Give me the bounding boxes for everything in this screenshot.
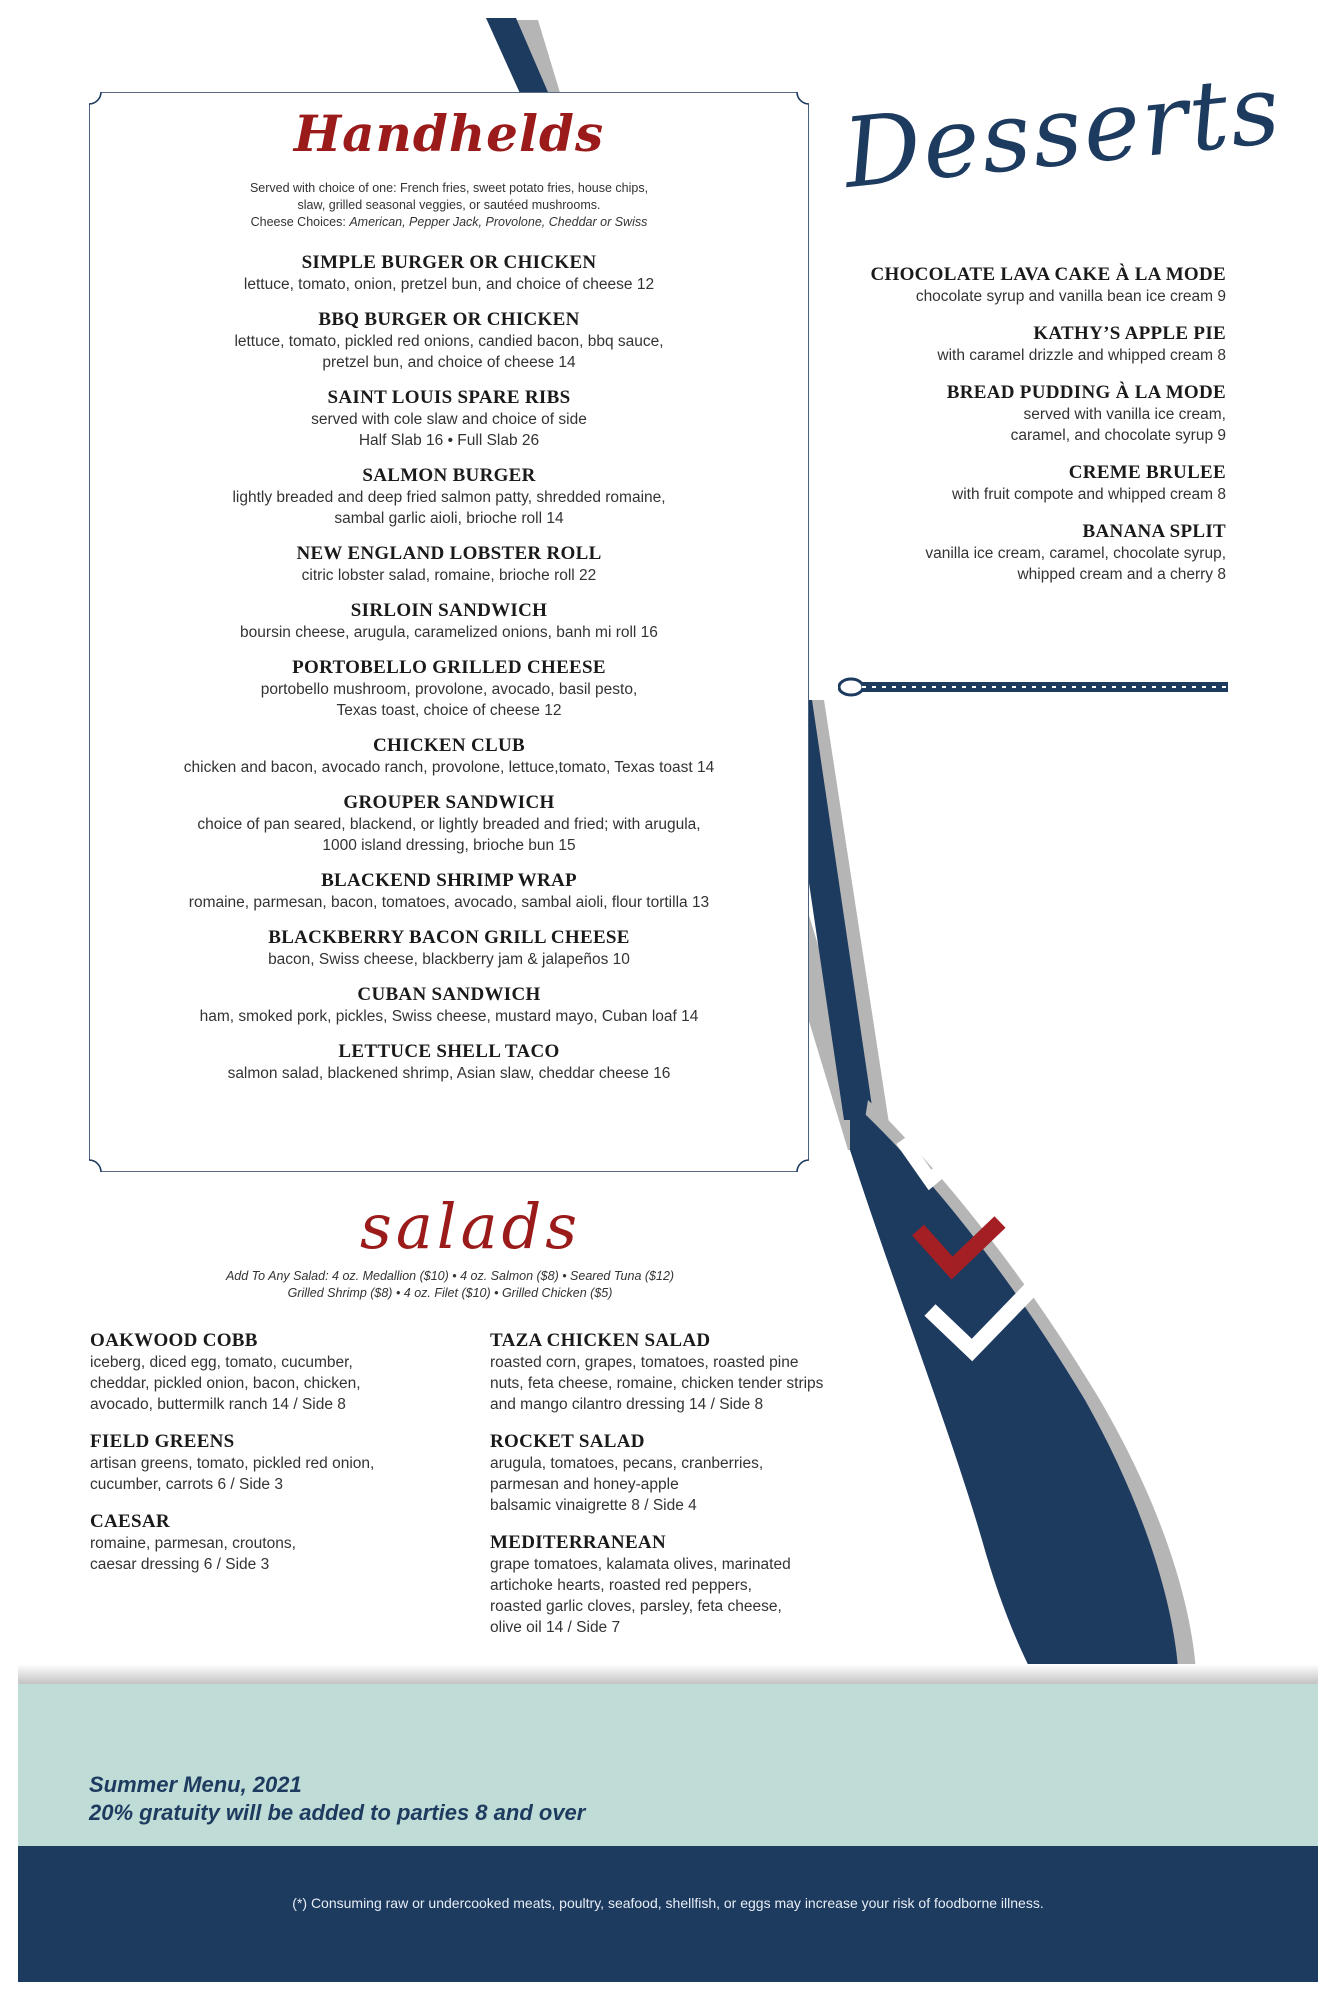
footer-disclaimer-band <box>18 1846 1318 1982</box>
handheld-item <box>89 792 809 856</box>
item-description: lightly breaded and deep fried salmon patty, shredded romaine, sambal garlic aioli, brioche roll 14 <box>232 489 666 527</box>
item-name: BLACKBERRY BACON GRILL CHEESE <box>268 927 630 948</box>
handhelds-list <box>89 252 809 1098</box>
item-name: BANANA SPLIT <box>1082 521 1226 542</box>
handheld-item <box>89 984 809 1027</box>
cheese-label: Cheese Choices: <box>250 215 346 229</box>
handhelds-title: Handhelds <box>293 104 605 163</box>
item-description: bacon, Swiss cheese, blackberry jam & jalapeños 10 <box>268 951 630 968</box>
handheld-item <box>89 657 809 721</box>
salads-right-column <box>490 1330 910 1654</box>
gratuity-note: 20% gratuity will be added to parties 8 and over <box>89 1800 586 1825</box>
salad-item <box>90 1431 490 1495</box>
addon-line-2: Grilled Shrimp ($8) • 4 oz. Filet ($10) • Grilled Chicken ($5) <box>287 1286 613 1300</box>
item-description: salmon salad, blackened shrimp, Asian slaw, cheddar cheese 16 <box>227 1065 671 1082</box>
item-name: NEW ENGLAND LOBSTER ROLL <box>296 543 602 564</box>
item-description: grape tomatoes, kalamata olives, marinated artichoke hearts, roasted red peppers, roasted garlic cloves, parsley, feta cheese, olive oil 14 / Side 7 <box>490 1556 791 1636</box>
item-name: LETTUCE SHELL TACO <box>338 1041 560 1062</box>
item-name: PORTOBELLO GRILLED CHEESE <box>292 657 606 678</box>
salad-item <box>90 1330 490 1415</box>
handheld-item <box>89 735 809 778</box>
cheese-choices <box>189 214 709 231</box>
item-name: FIELD GREENS <box>90 1431 235 1452</box>
handheld-item <box>89 465 809 529</box>
item-name: ROCKET SALAD <box>490 1431 645 1452</box>
salads-left-column <box>90 1330 490 1591</box>
item-name: OAKWOOD COBB <box>90 1330 258 1351</box>
item-description: with caramel drizzle and whipped cream 8 <box>937 347 1226 364</box>
handheld-item <box>89 309 809 373</box>
item-name: TAZA CHICKEN SALAD <box>490 1330 711 1351</box>
item-name: BLACKEND SHRIMP WRAP <box>321 870 577 891</box>
handheld-item <box>89 1041 809 1084</box>
item-name: BREAD PUDDING À LA MODE <box>946 382 1226 403</box>
item-description: artisan greens, tomato, pickled red onion, cucumber, carrots 6 / Side 3 <box>90 1455 375 1493</box>
item-description: with fruit compote and whipped cream 8 <box>952 486 1226 503</box>
handhelds-section <box>89 92 809 1172</box>
item-name: CHOCOLATE LAVA CAKE À LA MODE <box>870 264 1226 285</box>
item-name: GROUPER SANDWICH <box>343 792 555 813</box>
item-description: served with vanilla ice cream, caramel, and chocolate syrup 9 <box>1010 406 1226 444</box>
item-description: portobello mushroom, provolone, avocado, basil pesto, Texas toast, choice of cheese 12 <box>260 681 638 719</box>
item-description: served with cole slaw and choice of side Half Slab 16 • Full Slab 26 <box>311 411 587 449</box>
food-safety-disclaimer: (*) Consuming raw or undercooked meats, poultry, seafood, shellfish, or eggs may increase your risk of foodborne illness. <box>292 1895 1044 1911</box>
item-description: choice of pan seared, blackend, or lightly breaded and fried; with arugula, 1000 island dressing, brioche bun 15 <box>197 816 701 854</box>
item-description: arugula, tomatoes, pecans, cranberries, parmesan and honey-apple balsamic vinaigrette 8 / Side 4 <box>490 1455 764 1514</box>
item-name: CUBAN SANDWICH <box>357 984 541 1005</box>
salads-title: salads <box>360 1190 582 1263</box>
item-description: iceberg, diced egg, tomato, cucumber, cheddar, pickled onion, bacon, chicken, avocado, buttermilk ranch 14 / Side 8 <box>90 1354 361 1413</box>
handheld-item <box>89 543 809 586</box>
item-description: ham, smoked pork, pickles, Swiss cheese, mustard mayo, Cuban loaf 14 <box>199 1008 699 1025</box>
item-name: CAESAR <box>90 1511 170 1532</box>
sides-line-1: Served with choice of one: French fries, sweet potato fries, house chips, <box>249 181 649 195</box>
sides-line-2: slaw, grilled seasonal veggies, or sautéed mushrooms. <box>297 198 601 212</box>
dessert-item <box>840 462 1226 505</box>
salad-item <box>490 1431 910 1516</box>
salad-item <box>490 1330 910 1415</box>
handheld-item <box>89 252 809 295</box>
item-name: BBQ BURGER OR CHICKEN <box>318 309 580 330</box>
item-name: KATHY’S APPLE PIE <box>1033 323 1226 344</box>
item-description: vanilla ice cream, caramel, chocolate syrup, whipped cream and a cherry 8 <box>925 545 1226 583</box>
dessert-item <box>840 323 1226 366</box>
rope-divider <box>838 676 1228 698</box>
handheld-item <box>89 387 809 451</box>
dessert-item <box>840 264 1226 307</box>
item-description: boursin cheese, arugula, caramelized onions, banh mi roll 16 <box>240 624 658 641</box>
item-description: lettuce, tomato, onion, pretzel bun, and choice of cheese 12 <box>243 276 655 293</box>
desserts-title: Desserts <box>838 52 1287 211</box>
desserts-list <box>840 264 1226 601</box>
dessert-item <box>840 521 1226 585</box>
handheld-item <box>89 870 809 913</box>
item-description: lettuce, tomato, pickled red onions, candied bacon, bbq sauce, pretzel bun, and choice of cheese 14 <box>234 333 664 371</box>
handheld-item <box>89 927 809 970</box>
footer-shadow <box>18 1664 1318 1686</box>
item-description: chicken and bacon, avocado ranch, provolone, lettuce,tomato, Texas toast 14 <box>183 759 715 776</box>
item-description: chocolate syrup and vanilla bean ice cream 9 <box>915 288 1226 305</box>
item-name: CHICKEN CLUB <box>373 735 525 756</box>
cheese-list: American, Pepper Jack, Provolone, Cheddar or Swiss <box>349 215 648 229</box>
item-name: MEDITERRANEAN <box>490 1532 666 1553</box>
item-description: romaine, parmesan, croutons, caesar dressing 6 / Side 3 <box>90 1535 296 1573</box>
item-name: SIRLOIN SANDWICH <box>350 600 548 621</box>
item-name: CREME BRULEE <box>1068 462 1226 483</box>
item-description: citric lobster salad, romaine, brioche roll 22 <box>301 567 597 584</box>
addon-line-1: Add To Any Salad: 4 oz. Medallion ($10) • 4 oz. Salmon ($8) • Seared Tuna ($12) <box>225 1269 675 1283</box>
item-name: SALMON BURGER <box>362 465 536 486</box>
item-description: roasted corn, grapes, tomatoes, roasted pine nuts, feta cheese, romaine, chicken tender strips and mango cilantro dressing 14 / Side 8 <box>490 1354 824 1413</box>
item-description: romaine, parmesan, bacon, tomatoes, avocado, sambal aioli, flour tortilla 13 <box>188 894 710 911</box>
item-name: SAINT LOUIS SPARE RIBS <box>327 387 571 408</box>
salads-addons <box>150 1268 750 1302</box>
handheld-item <box>89 600 809 643</box>
menu-season: Summer Menu, 2021 <box>89 1772 302 1797</box>
item-name: SIMPLE BURGER OR CHICKEN <box>301 252 597 273</box>
salad-item <box>490 1532 910 1638</box>
dessert-item <box>840 382 1226 446</box>
handhelds-intro <box>189 180 709 231</box>
salad-item <box>90 1511 490 1575</box>
